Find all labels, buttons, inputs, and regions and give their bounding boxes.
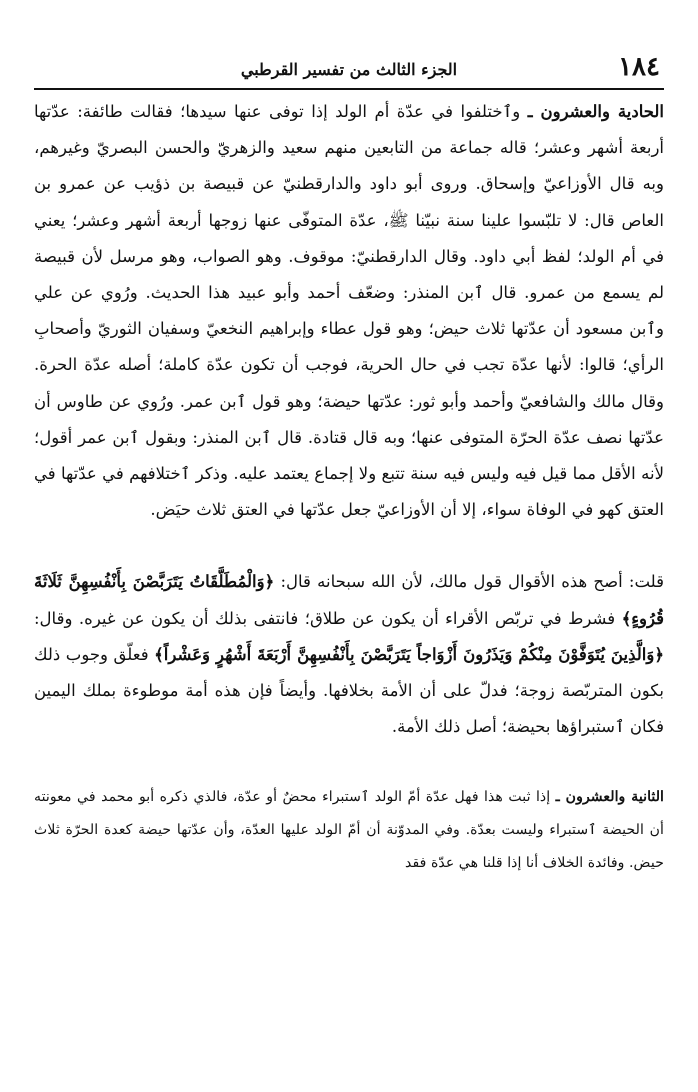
paragraph-22-text: إذا ثبت هذا فهل عدّة أمّ الولد ٱستبراء محضٌ أو عدّة، فالذي ذكره أبو محمد في معونته أن الحيضة ٱستبراء وليست بعدّة. وفي المدوّنة أن أمّ الولد عليها العدّة، وأن عدّتها حيضة كعدة الحرّة ثلاث حيض. وفائدة الخلاف أنا إذا قلنا هي عدّة فقد [34, 789, 664, 872]
page-number: ١٨٤ [618, 52, 660, 82]
quran-verse-1: ﴿وَالْمُطَلَّقَاتُ يَتَرَبَّصْنَ بِأَنْفُسِهِنَّ ثَلَاثَةَ قُرُوءٍ﴾ [34, 572, 664, 628]
paragraph-commentary [34, 564, 664, 745]
page-body [34, 94, 664, 880]
running-title: الجزء الثالث من تفسير القرطبي [240, 60, 458, 79]
paragraph-21-text: وٱختلفوا في عدّة أم الولد إذا توفى عنها سيدها؛ فقالت طائفة: عدّتها أربعة أشهر وعشر؛ قاله جماعة من التابعين منهم سعيد والزهريّ والحسن البصريّ وغيرهم، وبه قال الأوزاعيّ وإسحاق. وروى أبو داود والدارقطنيّ عن قبيصة بن ذؤيب عن عمرو بن العاص قال: لا تلبّسوا علينا سنة نبيّنا ﷺ، عدّة المتوفّى عنها زوجها أربعة أشهر وعشر؛ يعني في أم الولد؛ لفظ أبي داود. وقال الدارقطنيّ: موقوف. وهو الصواب، وهو مرسل لأن قبيصة لم يسمع من عمرو. قال ٱبن المنذر: وضعّف أحمد وأبو عبيد هذا الحديث. ورُوي عن علي وٱبن مسعود أن عدّتها ثلاث حيض؛ وهو قول عطاء وإبراهيم النخعيّ وسفيان الثوريّ وأصحابِ الرأي؛ قالوا: لأنها عدّة تجب في حال الحرية، فوجب أن تكون عدّة كاملة؛ أصله عدّة الحرة. وقال مالك والشافعيّ وأحمد وأبو ثور: عدّتها حيضة؛ وهو قول ٱبن عمر. ورُوي عن طاوس أن عدّتها نصف عدّة الحرّة المتوفى عنها؛ وبه قال قتادة. قال ٱبن المنذر: وبقول ٱبن عمر أقول؛ لأنه الأقل مما قيل فيه وليس فيه سنة تتبع ولا إجماع يعتمد عليه. وذكر ٱختلافهم في عدّتها في العتق كهو في الوفاة سواء، إلا أن الأوزاعيّ جعل عدّتها في العتق ثلاث حيَض. [34, 102, 664, 520]
paragraph-21 [34, 94, 664, 528]
page-header [34, 52, 664, 90]
quran-verse-2: ﴿وَالَّذِينَ يُتَوَفَّوْنَ مِنْكُمْ وَيَذَرُونَ أَزْوَاجاً يَتَرَبَّصْنَ بِأَنْفُسِهِنَّ أَرْبَعَةَ أَشْهُرٍ وَعَشْراً﴾ [154, 644, 664, 664]
commentary-text-a: قلت: أصح هذه الأقوال قول مالك، لأن الله سبحانه قال: [274, 572, 664, 592]
section-heading-21: الحادية والعشرون ـ [527, 102, 664, 121]
commentary-text-c: فعلّق وجوب ذلك بكون المتربّصة زوجة؛ فدلّ على أن الأمة بخلافها. وأيضاً فإن هذه أمة موطوءة بملك اليمين فكان ٱستبراؤها بحيضة؛ أصل ذلك الأمة. [34, 644, 664, 737]
commentary-text-b: فشرط في تربّص الأقراء أن يكون عن طلاق؛ فانتفى بذلك أن يكون عن غيره. وقال: [34, 608, 622, 628]
paragraph-22 [34, 781, 664, 880]
section-heading-22: الثانية والعشرون ـ [555, 789, 664, 806]
